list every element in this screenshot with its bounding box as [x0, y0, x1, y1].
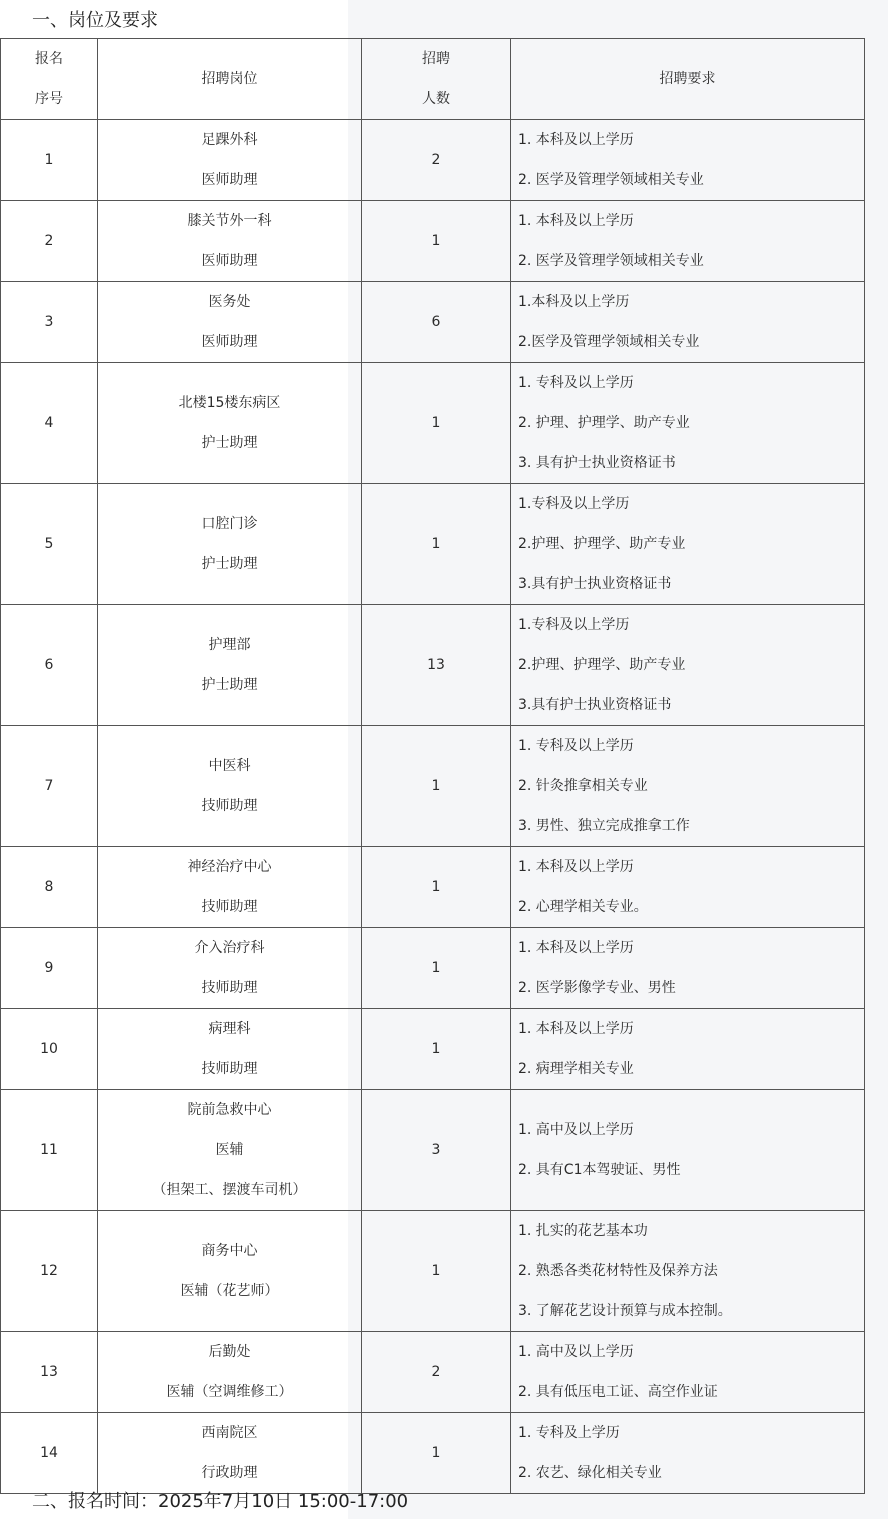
table-row [1, 363, 865, 484]
position-line: 医辅（空调维修工） [166, 1384, 293, 1400]
position-line: 医辅（花艺师） [180, 1283, 279, 1299]
seq-text: 12 [40, 1263, 58, 1279]
count-text: 1 [431, 415, 441, 431]
row-count [362, 1332, 511, 1413]
requirement-line: 2. 护理、护理学、助产专业 [518, 415, 690, 431]
header-requirements: 招聘要求 [511, 39, 865, 120]
row-seq [1, 928, 98, 1009]
row-seq [1, 201, 98, 282]
count-text: 13 [427, 657, 445, 673]
requirement-line: 2. 医学影像学专业、男性 [518, 980, 676, 996]
position-line: 北楼15楼东病区 [178, 395, 281, 411]
position-line: 护士助理 [201, 556, 258, 572]
requirement-line: 1. 高中及以上学历 [518, 1122, 634, 1138]
requirement-line: 1. 本科及以上学历 [518, 859, 634, 875]
row-position [98, 605, 362, 726]
row-requirements [511, 282, 865, 363]
count-text: 6 [431, 314, 441, 330]
row-position [98, 1332, 362, 1413]
count-text: 1 [431, 1263, 441, 1279]
count-text: 1 [431, 1445, 441, 1461]
position-line: 医务处 [208, 294, 251, 310]
position-line: 足踝外科 [201, 132, 258, 148]
row-count [362, 484, 511, 605]
position-line: 西南院区 [201, 1425, 258, 1441]
row-requirements [511, 605, 865, 726]
position-line: 院前急救中心 [187, 1102, 272, 1118]
count-text: 2 [431, 152, 441, 168]
row-requirements [511, 120, 865, 201]
row-seq [1, 847, 98, 928]
row-position [98, 1413, 362, 1494]
requirement-line: 2.医学及管理学领域相关专业 [518, 334, 700, 350]
table-row [1, 1413, 865, 1494]
seq-text: 2 [44, 233, 54, 249]
requirement-line: 1. 专科及上学历 [518, 1425, 620, 1441]
table-row [1, 1090, 865, 1211]
row-requirements [511, 928, 865, 1009]
row-requirements [511, 1332, 865, 1413]
requirement-line: 1.专科及以上学历 [518, 617, 630, 633]
row-count [362, 1413, 511, 1494]
position-line: 病理科 [208, 1021, 251, 1037]
requirement-line: 1. 本科及以上学历 [518, 1021, 634, 1037]
seq-text: 13 [40, 1364, 58, 1380]
position-line: 技师助理 [201, 899, 258, 915]
row-position [98, 1211, 362, 1332]
position-line: 行政助理 [201, 1465, 258, 1481]
row-count [362, 1009, 511, 1090]
table-row [1, 605, 865, 726]
row-count [362, 1090, 511, 1211]
count-text: 1 [431, 233, 441, 249]
seq-text: 14 [40, 1445, 58, 1461]
seq-text: 7 [44, 778, 54, 794]
count-text: 1 [431, 960, 441, 976]
row-requirements [511, 1211, 865, 1332]
requirement-line: 1. 专科及以上学历 [518, 738, 634, 754]
row-position [98, 1009, 362, 1090]
row-seq [1, 363, 98, 484]
row-requirements [511, 847, 865, 928]
row-position [98, 928, 362, 1009]
requirement-line: 2.护理、护理学、助产专业 [518, 536, 686, 552]
requirement-line: 2. 针灸推拿相关专业 [518, 778, 648, 794]
requirement-line: 1. 本科及以上学历 [518, 213, 634, 229]
requirement-line: 1. 扎实的花艺基本功 [518, 1223, 648, 1239]
row-seq [1, 1332, 98, 1413]
position-line: 技师助理 [201, 980, 258, 996]
row-position [98, 484, 362, 605]
row-position [98, 282, 362, 363]
requirement-line: 2. 医学及管理学领域相关专业 [518, 253, 704, 269]
row-seq [1, 120, 98, 201]
row-seq [1, 1009, 98, 1090]
row-requirements [511, 1090, 865, 1211]
requirement-line: 2.护理、护理学、助产专业 [518, 657, 686, 673]
count-text: 2 [431, 1364, 441, 1380]
row-seq [1, 1211, 98, 1332]
requirement-line: 3.具有护士执业资格证书 [518, 697, 672, 713]
position-line: 膝关节外一科 [187, 213, 272, 229]
position-line: 口腔门诊 [201, 516, 258, 532]
table-row [1, 1211, 865, 1332]
count-text: 1 [431, 1041, 441, 1057]
row-count [362, 363, 511, 484]
row-count [362, 120, 511, 201]
row-seq [1, 726, 98, 847]
table-row [1, 120, 865, 201]
position-line: 医师助理 [201, 172, 258, 188]
header-position: 招聘岗位 [98, 39, 362, 120]
position-line: 神经治疗中心 [187, 859, 272, 875]
requirement-line: 1. 本科及以上学历 [518, 940, 634, 956]
requirement-line: 2. 具有低压电工证、高空作业证 [518, 1384, 718, 1400]
requirement-line: 2. 医学及管理学领域相关专业 [518, 172, 704, 188]
seq-text: 5 [44, 536, 54, 552]
seq-text: 3 [44, 314, 54, 330]
count-text: 1 [431, 879, 441, 895]
position-line: 技师助理 [201, 798, 258, 814]
seq-text: 6 [44, 657, 54, 673]
table-row [1, 928, 865, 1009]
seq-text: 11 [40, 1142, 58, 1158]
requirement-line: 2. 病理学相关专业 [518, 1061, 634, 1077]
position-line: 医辅 [215, 1142, 244, 1158]
table-header-row [1, 39, 865, 120]
header-seq: 报名 序号 [1, 39, 98, 120]
table-row [1, 282, 865, 363]
table-row [1, 1332, 865, 1413]
position-line: 介入治疗科 [194, 940, 265, 956]
row-position [98, 847, 362, 928]
position-line: 医师助理 [201, 334, 258, 350]
position-line: （担架工、摆渡车司机） [152, 1182, 307, 1198]
requirement-line: 1. 专科及以上学历 [518, 375, 634, 391]
count-text: 3 [431, 1142, 441, 1158]
row-seq [1, 484, 98, 605]
requirement-line: 2. 农艺、绿化相关专业 [518, 1465, 662, 1481]
requirement-line: 3. 了解花艺设计预算与成本控制。 [518, 1303, 732, 1319]
section-1-heading: 一、岗位及要求 [32, 10, 158, 31]
job-requirements-table [0, 38, 865, 1494]
seq-text: 4 [44, 415, 54, 431]
position-line: 护士助理 [201, 435, 258, 451]
requirement-line: 3.具有护士执业资格证书 [518, 576, 672, 592]
position-line: 技师助理 [201, 1061, 258, 1077]
table-row [1, 1009, 865, 1090]
requirement-line: 1.本科及以上学历 [518, 294, 630, 310]
row-seq [1, 605, 98, 726]
row-requirements [511, 1413, 865, 1494]
row-requirements [511, 1009, 865, 1090]
row-position [98, 201, 362, 282]
requirement-line: 3. 男性、独立完成推拿工作 [518, 818, 690, 834]
requirement-line: 2. 具有C1本驾驶证、男性 [518, 1162, 681, 1178]
row-requirements [511, 726, 865, 847]
row-seq [1, 282, 98, 363]
row-position [98, 363, 362, 484]
row-count [362, 1211, 511, 1332]
position-line: 护士助理 [201, 677, 258, 693]
requirement-line: 1. 高中及以上学历 [518, 1344, 634, 1360]
section-2-heading: 二、报名时间：2025年7月10日 15:00-17:00 [32, 1491, 409, 1512]
table-row [1, 201, 865, 282]
row-requirements [511, 484, 865, 605]
count-text: 1 [431, 536, 441, 552]
position-line: 后勤处 [208, 1344, 251, 1360]
position-line: 护理部 [208, 637, 251, 653]
requirement-line: 2. 熟悉各类花材特性及保养方法 [518, 1263, 718, 1279]
row-count [362, 201, 511, 282]
position-line: 中医科 [208, 758, 251, 774]
row-requirements [511, 201, 865, 282]
row-requirements [511, 363, 865, 484]
position-line: 医师助理 [201, 253, 258, 269]
row-position [98, 1090, 362, 1211]
row-count [362, 282, 511, 363]
header-count: 招聘 人数 [362, 39, 511, 120]
row-seq [1, 1413, 98, 1494]
row-count [362, 928, 511, 1009]
seq-text: 1 [44, 152, 54, 168]
seq-text: 10 [40, 1041, 58, 1057]
row-position [98, 726, 362, 847]
requirement-line: 2. 心理学相关专业。 [518, 899, 648, 915]
requirement-line: 3. 具有护士执业资格证书 [518, 455, 676, 471]
requirement-line: 1. 本科及以上学历 [518, 132, 634, 148]
seq-text: 9 [44, 960, 54, 976]
table-row [1, 726, 865, 847]
table-row [1, 484, 865, 605]
row-seq [1, 1090, 98, 1211]
row-count [362, 605, 511, 726]
row-count [362, 847, 511, 928]
seq-text: 8 [44, 879, 54, 895]
count-text: 1 [431, 778, 441, 794]
row-position [98, 120, 362, 201]
table-row [1, 847, 865, 928]
position-line: 商务中心 [201, 1243, 258, 1259]
row-count [362, 726, 511, 847]
requirement-line: 1.专科及以上学历 [518, 496, 630, 512]
